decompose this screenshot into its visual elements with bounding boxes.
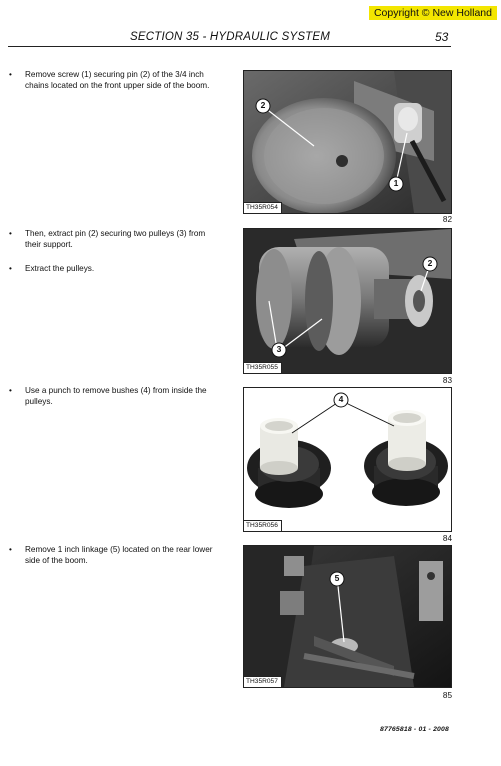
bullet: •: [9, 386, 12, 395]
step-text: Then, extract pin (2) securing two pulleys (3) from their support.: [25, 229, 206, 249]
callout-lines: [244, 546, 451, 687]
step-text: Remove screw (1) securing pin (2) of the 3/4 inch chains located on the front upper side of the boom.: [25, 70, 210, 90]
step-5: [9, 545, 221, 567]
callout-lines: [244, 71, 451, 213]
bullet: •: [9, 229, 12, 238]
callout-4: 4: [338, 394, 344, 404]
figure-83-photo: [243, 228, 452, 374]
page-number: 53: [435, 30, 449, 44]
step-text: Extract the pulleys.: [25, 264, 95, 273]
figure-82-photo: [243, 70, 452, 214]
figure-number: 82: [442, 215, 452, 224]
bullet: •: [9, 70, 12, 79]
photo-code: TH35R054: [244, 202, 282, 213]
callout-2: 2: [427, 258, 433, 268]
bullet: •: [9, 545, 12, 554]
footer-doc-code: 87765818 - 01 - 2008: [379, 726, 449, 733]
callout-5: 5: [334, 573, 340, 583]
bullet: •: [9, 264, 12, 273]
callout-1: 1: [393, 178, 399, 188]
step-2: [9, 229, 221, 251]
bushes-illustration: [244, 388, 451, 531]
callout-2: 2: [260, 100, 266, 110]
callout-3: 3: [276, 344, 282, 354]
step-3: [9, 264, 221, 275]
header-divider: [8, 46, 451, 47]
copyright-badge: Copyright © New Holland: [369, 6, 497, 20]
figure-85-photo: [243, 545, 452, 688]
photo-code: TH35R056: [244, 520, 282, 531]
figure-number: 85: [442, 691, 452, 700]
figure-number: 83: [442, 376, 452, 385]
step-1: [9, 70, 221, 92]
figure-84-photo: [243, 387, 452, 532]
section-title: SECTION 35 - HYDRAULIC SYSTEM: [130, 31, 331, 43]
figure-number: 84: [442, 534, 452, 543]
step-4: [9, 386, 221, 408]
photo-code: TH35R055: [244, 362, 282, 373]
step-text: Use a punch to remove bushes (4) from inside the pulleys.: [25, 386, 207, 406]
step-text: Remove 1 inch linkage (5) located on the rear lower side of the boom.: [25, 545, 213, 565]
photo-code: TH35R057: [244, 676, 282, 687]
